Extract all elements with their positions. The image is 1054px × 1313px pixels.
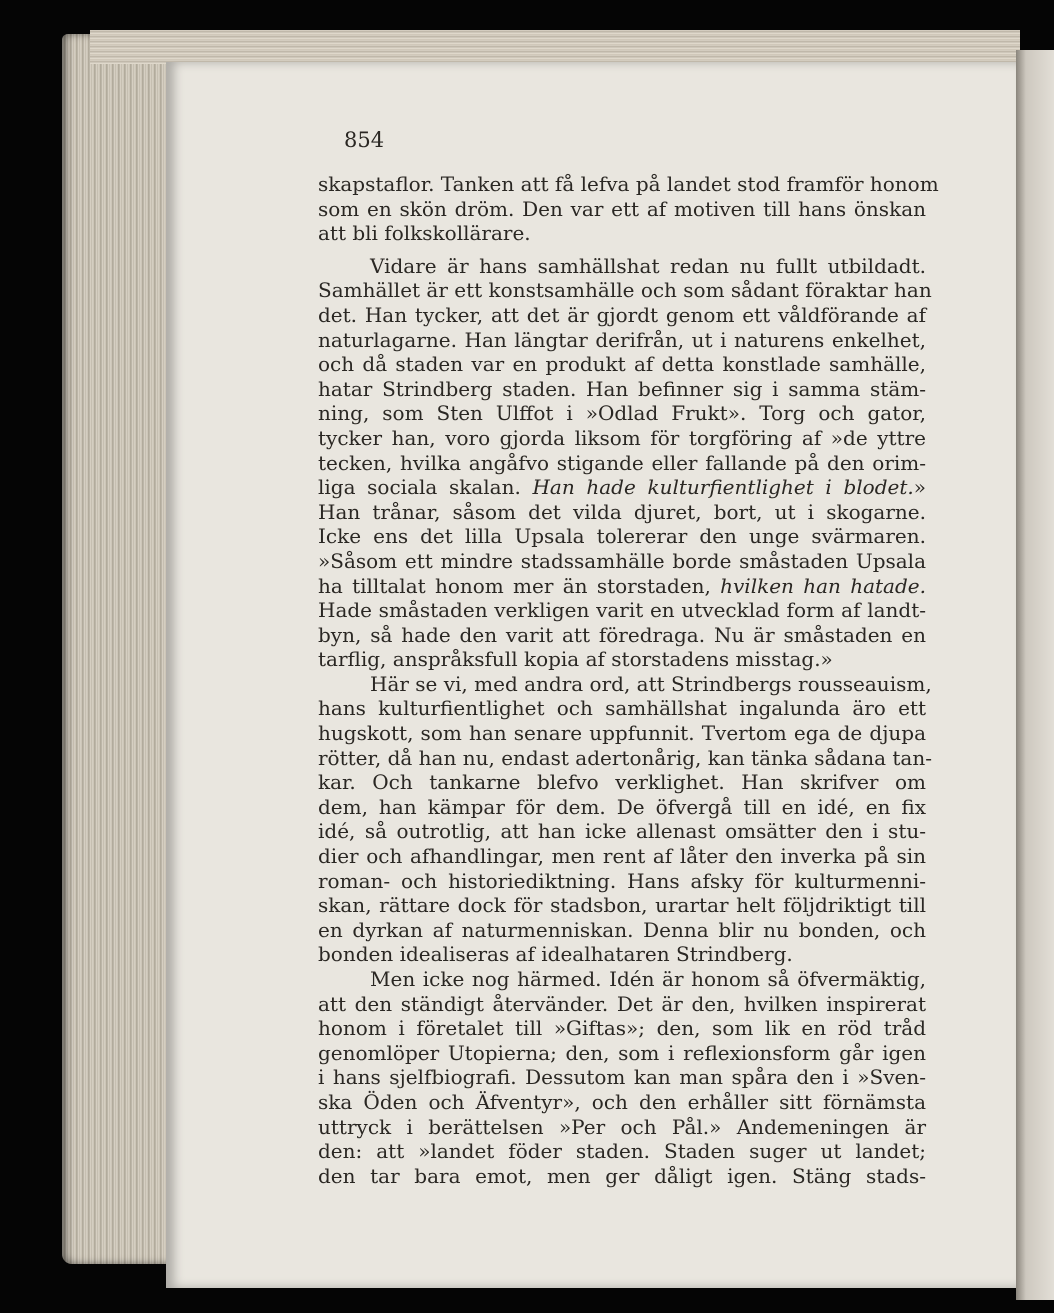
text-line: den: att »landet föder staden. Staden suger ut landet; [318, 1139, 926, 1164]
text-line: den tar bara emot, men ger dåligt igen. Stäng stads- [318, 1163, 926, 1188]
text-line: kar. Och tankarne blefvo verklighet. Han skrifver om [318, 770, 926, 795]
text-line: tycker han, voro gjorda liksom för torgföring af »de yttre [318, 425, 926, 450]
text-line: dier och afhandlingar, men rent af låter den inverka på sin [318, 844, 926, 869]
text-line: tarflig, anspråksfull kopia af storstadens misstag.» [318, 647, 833, 672]
text-line: uttryck i berättelsen »Per och Pål.» Andemeningen är [318, 1114, 926, 1139]
text-line: ning, som Sten Ulffot i »Odlad Frukt». Torg och gator, [318, 401, 926, 426]
text-line: Samhället är ett konstsamhälle och som sådant föraktar han [318, 278, 932, 303]
text-line: en dyrkan af naturmenniskan. Denna blir nu bonden, och [318, 917, 926, 942]
text-line: Hade småstaden verkligen varit en utvecklad form af landt- [318, 598, 926, 623]
text-line: honom i företalet till »Giftas»; den, som lik en röd tråd [318, 1016, 926, 1041]
text-line: Men icke nog härmed. Idén är honom så öfvermäktig, [370, 967, 926, 991]
text-run: ha tilltalat honom mer än storstaden, [318, 573, 721, 598]
text-line: i hans sjelfbiografi. Dessutom kan man spåra den i »Sven- [318, 1065, 926, 1090]
text-line: ska Öden och Äfventyr», och den erhåller sitt förnämsta [318, 1089, 926, 1114]
body-text [318, 172, 939, 1188]
text-line: och då staden var en produkt af detta konstlade samhälle, [318, 352, 926, 377]
italic-text: Han hade kulturfientlighet i blodet. [532, 475, 914, 500]
text-line: »Såsom ett mindre stadssamhälle borde småstaden Upsala [318, 548, 926, 573]
text-line: roman- och historiediktning. Hans afsky för kulturmenni- [318, 868, 926, 893]
text-line: att bli folkskollärare. [318, 221, 531, 246]
text-line: skapstaflor. Tanken att få lefva på landet stod framför honom [318, 172, 939, 196]
book-top-edges [90, 30, 1020, 64]
text-line: Han trånar, såsom det vilda djuret, bort, ut i skogarne. [318, 499, 926, 524]
text-run: » [913, 475, 927, 500]
text-line: Här se vi, med andra ord, att Strindbergs rousseauism, [370, 671, 932, 696]
text-line: Vidare är hans samhällshat redan nu fullt utbildadt. [370, 253, 926, 278]
text-line: bonden idealiseras af idealhataren Strindberg. [318, 942, 793, 967]
page-number: 854 [344, 128, 385, 152]
text-line: idé, så outrotlig, att han icke allenast omsätter den i stu- [318, 819, 926, 844]
facing-page-edge [1016, 50, 1054, 1300]
text-line: hans kulturfientlighet och samhällshat ingalunda äro ett [318, 696, 926, 721]
text-line: tecken, hvilka angåfvo stigande eller fallande på den orim- [318, 450, 926, 475]
text-line: byn, så hade den varit att föredraga. Nu är småstaden en [318, 622, 926, 647]
text-line: hugskott, som han senare uppfunnit. Tvertom ega de djupa [318, 721, 926, 746]
text-line: Icke ens det lilla Upsala tolererar den unge svärmaren. [318, 524, 926, 549]
italic-text: hvilken han hatade. [720, 573, 926, 598]
book-page-edges [62, 34, 174, 1264]
text-line: att den ständigt återvänder. Det är den, hvilken inspirerat [318, 991, 926, 1016]
text-line: genomlöper Utopierna; den, som i reflexionsform går igen [318, 1040, 926, 1065]
text-line [318, 574, 926, 599]
text-line: rötter, då han nu, endast adertonårig, kan tänka sådana tan- [318, 745, 932, 770]
text-line: skan, rättare dock för stadsbon, urartar helt följdriktigt till [318, 893, 926, 918]
text-run: liga sociala skalan. [318, 475, 533, 500]
text-line: det. Han tycker, att det är gjordt genom ett våldförande af [318, 302, 926, 327]
text-line: naturlagarne. Han längtar derifrån, ut i naturens enkelhet, [318, 327, 926, 352]
text-line: hatar Strindberg staden. Han befinner sig i samma stäm- [318, 376, 926, 401]
text-line: som en skön dröm. Den var ett af motiven till hans önskan [318, 196, 926, 221]
text-line: dem, han kämpar för dem. De öfvergå till en idé, en fix [318, 794, 926, 819]
text-line [318, 475, 926, 500]
